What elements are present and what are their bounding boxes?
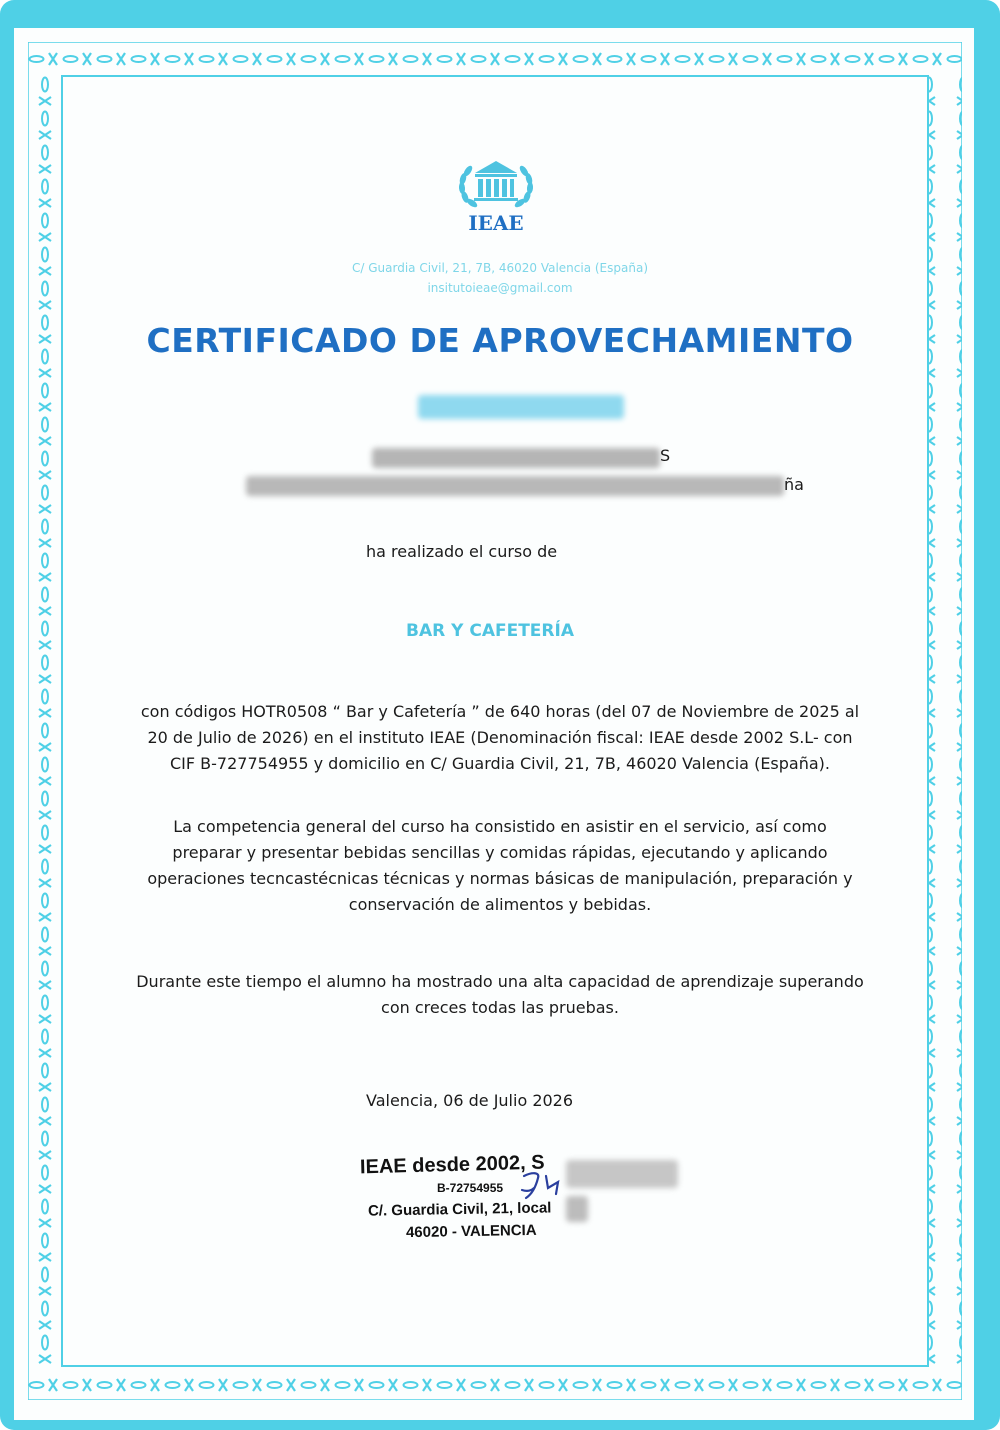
- recipient-name-redacted: [418, 395, 624, 419]
- paragraph-line: con creces todas las pruebas.: [381, 998, 619, 1017]
- paragraph-course-details: [0, 699, 1000, 777]
- paragraph-line: 20 de Julio de 2026) en el instituto IEAE (Denominación fiscal: IEAE desde 2002 S.L- con: [147, 728, 853, 747]
- header-address: C/ Guardia Civil, 21, 7B, 46020 Valencia (España): [351, 261, 648, 275]
- paragraph-line: La competencia general del curso ha consistido en asistir en el servicio, así como: [173, 817, 827, 836]
- date-line: Valencia, 06 de Julio 2026: [366, 1091, 574, 1110]
- intro-text: ha realizado el curso de: [366, 542, 558, 561]
- paragraph-line: CIF B-727754955 y domicilio en C/ Guardia Civil, 21, 7B, 46020 Valencia (España).: [169, 754, 830, 773]
- header-email: insitutoieae@gmail.com: [427, 281, 573, 295]
- paragraph-line: preparar y presentar bebidas sencillas y comidas rápidas, ejecutando y aplicando: [172, 843, 828, 862]
- paragraph-competence: [0, 814, 1000, 918]
- stamp-cif: B-72754955: [437, 1181, 504, 1195]
- recipient-line3-tail: ña: [784, 475, 804, 494]
- paragraph-line: con códigos HOTR0508 “ Bar y Cafetería ” de 640 horas (del 07 de Noviembre de 2025 al: [140, 702, 860, 721]
- certificate-title: CERTIFICADO DE APROVECHAMIENTO: [146, 321, 854, 360]
- recipient-address-redacted: [246, 476, 784, 496]
- paragraph-line: Durante este tiempo el alumno ha mostrado una alta capacidad de aprendizaje superando: [136, 972, 864, 991]
- paragraph-line: conservación de alimentos y bebidas.: [348, 895, 652, 914]
- stamp-company-name: IEAE desde 2002, S: [359, 1151, 545, 1179]
- paragraph-line: operaciones tecncastécnicas técnicas y normas básicas de manipulación, preparación y: [147, 869, 853, 888]
- stamp-redacted: [566, 1160, 678, 1188]
- signature: [518, 1168, 578, 1204]
- logo-text: IEAE: [468, 211, 524, 235]
- temple-laurel-icon: [455, 155, 537, 245]
- ieae-logo: [455, 155, 537, 245]
- recipient-line2-tail: S: [660, 446, 671, 465]
- recipient-id-redacted: [372, 448, 660, 468]
- course-name: BAR Y CAFETERÍA: [406, 621, 574, 641]
- stamp-address: C/. Guardia Civil, 21, local: [367, 1199, 552, 1220]
- stamp-city: 46020 - VALENCIA: [405, 1221, 537, 1242]
- paragraph-performance: [0, 969, 1000, 1021]
